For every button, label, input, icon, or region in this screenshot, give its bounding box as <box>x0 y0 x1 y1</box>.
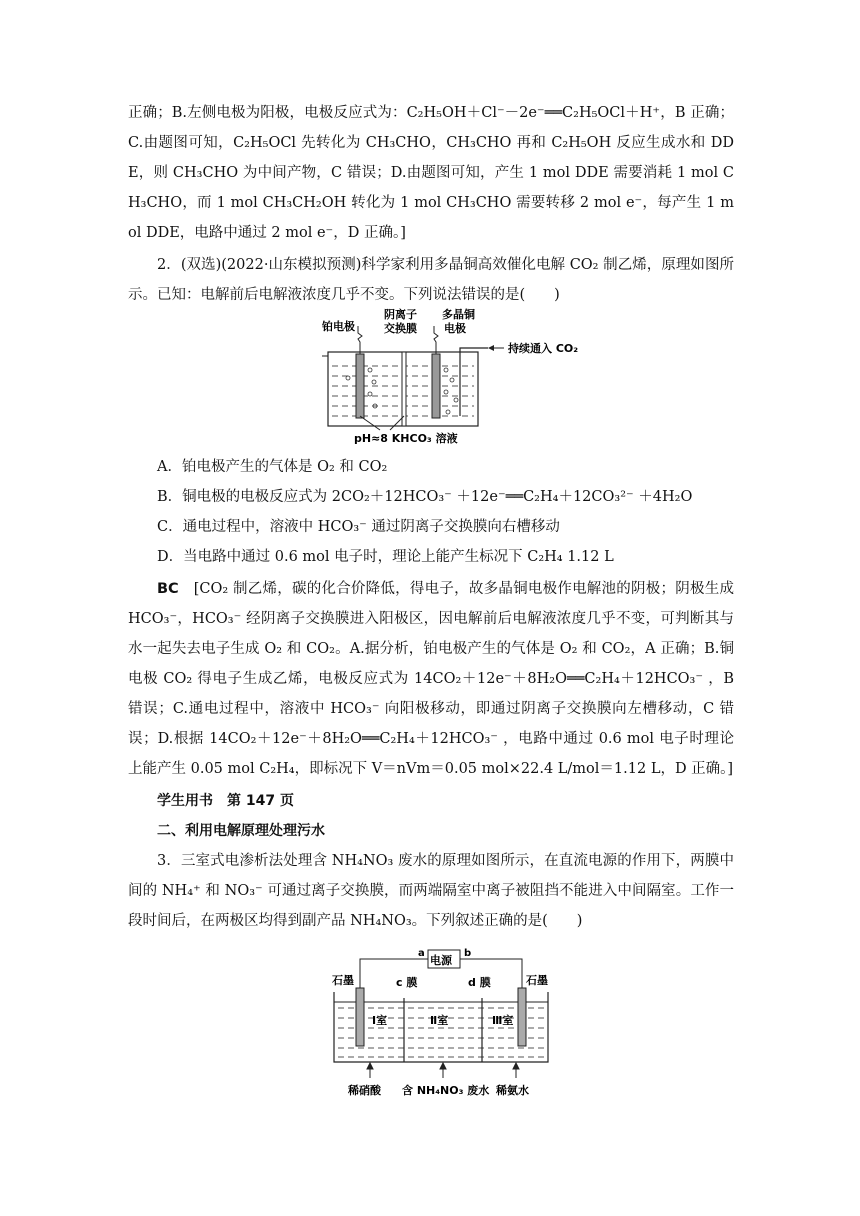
label-copper-2: 电极 <box>444 322 466 335</box>
wire-left <box>358 326 362 354</box>
answer-2-label: BC <box>157 581 179 597</box>
label-graphite-right: 石墨 <box>526 974 548 987</box>
label-terminal-b: b <box>464 948 472 959</box>
graphite-electrode-left <box>356 988 364 1046</box>
label-membrane-1: 阴离子 <box>384 308 417 321</box>
wire-a <box>360 959 428 988</box>
label-solution: pH≈8 KHCO₃ 溶液 <box>354 432 458 445</box>
figure-three-chamber-electrodialysis <box>326 942 556 1102</box>
label-room-3: Ⅲ室 <box>492 1014 514 1027</box>
option-c: C．通电过程中，溶液中 HCO₃⁻ 通过阴离子交换膜向右槽移动 <box>157 519 560 535</box>
platinum-electrode <box>356 354 364 418</box>
label-inlet-1: 稀硝酸 <box>348 1084 381 1097</box>
label-power: 电源 <box>430 954 452 967</box>
graphite-electrode-right <box>518 988 526 1046</box>
label-room-2: Ⅱ室 <box>430 1014 449 1027</box>
answer-2-explanation <box>128 574 734 784</box>
section-heading: 二、利用电解原理处理污水 <box>157 823 325 839</box>
label-membrane-c: c 膜 <box>396 976 418 989</box>
anion-exchange-membrane <box>402 352 406 426</box>
label-membrane-2: 交换膜 <box>384 322 417 335</box>
question-3-stem: 3．三室式电渗析法处理含 NH₄NO₃ 废水的原理如图所示，在直流电源的作用下，两膜中间的 NH₄⁺ 和 NO₃⁻ 可通过离子交换膜，而两端隔室中离子被阻挡不能进入中间隔室。工作一段时间后，在两极区均得到副产品 NH₄NO₃。下列叙述正确的是( ) <box>128 853 734 929</box>
answer-2-text: [CO₂ 制乙烯，碳的化合价降低，得电子，故多晶铜电极作电解池的阴极；阴极生成 HCO₃⁻，HCO₃⁻ 经阴离子交换膜进入阳极区，因电解前后电解液浓度几乎不变，可判断其与水一起失去电子生成 O₂ 和 CO₂。A.据分析，铂电极产生的气体是 O₂ 和 CO₂，A 正确；B.铜电极 CO₂ 得电子生成乙烯，电极反应式为 14CO₂＋12e⁻＋8H₂O══C₂H₄＋12HCO₃⁻ ，B 错误；C.通电过程中，溶液中 HCO₃⁻ 向阳极移动，即通过阴离子交换膜向左槽移动，C 错误；D.根据 14CO₂＋12e⁻＋8H₂O══C₂H₄＋12HCO₃⁻ ，电路中通过 0.6 mol 电子时理论上能产生 0.05 mol C₂H₄，即标况下 V＝nVm＝0.05 mol×22.4 L/mol＝1.12 L，D 正确。] <box>128 581 734 777</box>
figure-co2-electrolysis <box>318 308 604 446</box>
label-membrane-d: d 膜 <box>468 976 491 989</box>
label-copper-1: 多晶铜 <box>442 308 475 321</box>
wire-right <box>434 326 438 354</box>
label-room-1: Ⅰ室 <box>372 1014 388 1027</box>
label-inlet-3: 稀氨水 <box>496 1084 529 1097</box>
label-graphite-left: 石墨 <box>332 974 354 987</box>
inlet-arrows <box>367 1063 519 1078</box>
answer-continued-paragraph: 正确；B.左侧电极为阳极，电极反应式为：C₂H₅OH＋Cl⁻－2e⁻══C₂H₅OCl＋H⁺，B 正确；C.由题图可知，C₂H₅OCl 先转化为 CH₃CHO，CH₃CHO 再和 C₂H₅OH 反应生成水和 DDE，则 CH₃CHO 为中间产物，C 错误；D.由题图可知，产生 1 mol DDE 需要消耗 1 mol CH₃CHO，而 1 mol CH₃CH₂OH 转化为 1 mol CH₃CHO 需要转移 2 mol e⁻，每产生 1 mol DDE，电路中通过 2 mol e⁻，D 正确。] <box>128 105 734 241</box>
copper-electrode <box>432 354 440 418</box>
option-b: B．铜电极的电极反应式为 2CO₂＋12HCO₃⁻ ＋12e⁻══C₂H₄＋12CO₃²⁻ ＋4H₂O <box>157 489 693 505</box>
option-a: A．铂电极产生的气体是 O₂ 和 CO₂ <box>157 459 388 475</box>
question-2-stem: 2．(双选)(2022·山东模拟预测)科学家利用多晶铜高效催化电解 CO₂ 制乙烯，原理如图所示。已知：电解前后电解液浓度几乎不变。下列说法错误的是( ) <box>128 257 734 303</box>
label-terminal-a: a <box>418 948 425 959</box>
option-d: D．当电路中通过 0.6 mol 电子时，理论上能产生标况下 C₂H₄ 1.12 L <box>157 549 614 565</box>
page-reference: 学生用书 第 147 页 <box>157 793 294 809</box>
label-co2-inlet: 持续通入 CO₂ <box>508 342 579 355</box>
label-inlet-2: 含 NH₄NO₃ 废水 <box>402 1084 490 1097</box>
label-platinum: 铂电极 <box>322 320 355 333</box>
